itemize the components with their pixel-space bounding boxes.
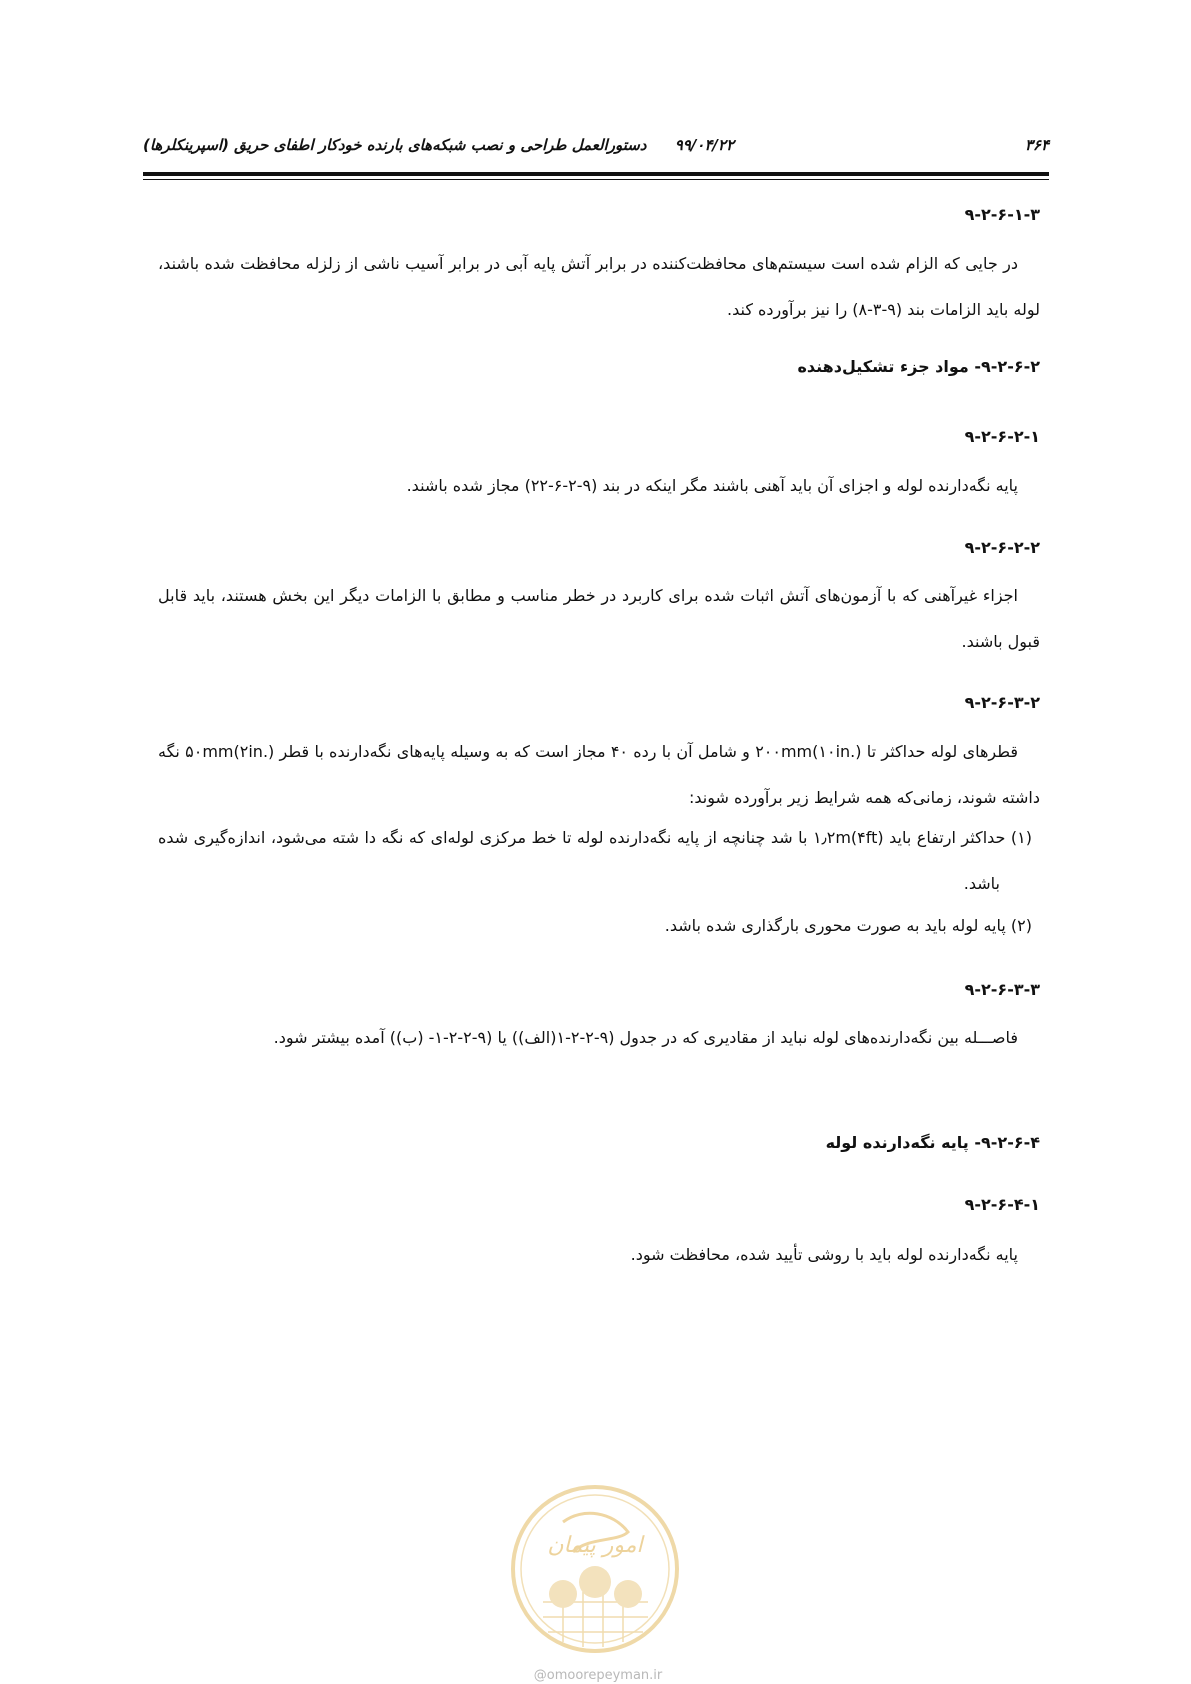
section-heading: ۹-۲-۶-۱-۳	[964, 205, 1040, 224]
paragraph	[158, 729, 1040, 821]
page-number: ۳۶۴	[1024, 136, 1049, 154]
section-heading: ۹-۲-۶-۲- مواد جزء تشکیل‌دهنده	[797, 357, 1040, 376]
paragraph	[158, 241, 1040, 333]
paragraph-text: فاصـــله بین نگه‌دارنده‌های لوله نباید از مقادیری که در جدول (۹-۲-۲-۱(الف)) یا (۹-۲-۲-۱- (ب)) آمده بیشتر شود.	[273, 1028, 1018, 1047]
header-rule-thick	[143, 172, 1049, 176]
section-heading: ۹-۲-۶-۲-۲	[964, 538, 1040, 557]
paragraph-text: پایه نگه‌دارنده لوله و اجزای آن باید آهنی باشند مگر اینکه در بند (۹-۲-۶-۲۲) مجاز شده باشند.	[406, 476, 1018, 495]
section-heading: ۹-۲-۶-۳-۳	[964, 980, 1040, 999]
section-heading: ۹-۲-۶-۴- پایه نگه‌دارنده لوله	[825, 1133, 1040, 1152]
paragraph-text: در جایی که الزام شده است سیستم‌های محافظت‌کننده در برابر آتش پایه آبی در برابر آسیب ناشی از زلزله محافظت شده باشند، لوله باید الزامات بند (۹-۳-۸) را نیز برآورده کند.	[158, 254, 1040, 319]
seal-text: امور پیمان	[547, 1533, 643, 1558]
header-rule-thin	[143, 179, 1049, 180]
section-heading: ۹-۲-۶-۲-۱	[964, 427, 1040, 446]
page-header	[143, 132, 1049, 162]
watermark-seal-icon	[508, 1482, 683, 1657]
section-heading: ۹-۲-۶-۳-۲	[964, 693, 1040, 712]
paragraph-text: پایه نگه‌دارنده لوله باید با روشی تأیید شده، محافظت شود.	[630, 1245, 1018, 1264]
list-item: (۲) پایه لوله باید به صورت محوری بارگذاری شده باشد.	[664, 916, 1032, 935]
paragraph	[158, 573, 1040, 665]
header-title: دستورالعمل طراحی و نصب شبکه‌های بارنده خودکار اطفای حریق (اسپرینکلرها)	[143, 136, 647, 154]
paragraph	[158, 463, 1040, 509]
paragraph	[158, 1015, 1040, 1061]
paragraph	[158, 1232, 1040, 1278]
watermark-url: @omoorepeyman.ir	[533, 1668, 663, 1683]
list-item: (۱) حداکثر ارتفاع باید ۱٫۲m(۴ft) با شد چنانچه از پایه نگه‌دارنده لوله تا خط مرکزی لوله‌ای که نگه دا شته می‌شود، اندازه‌گیری شده باشد.	[158, 828, 1033, 893]
section-heading: ۹-۲-۶-۴-۱	[964, 1195, 1040, 1214]
paragraph-text: قطرهای لوله حداکثر تا ۲۰۰mm(۱۰in.) و شامل آن با رده ۴۰ مجاز است که به وسیله پایه‌های نگه‌دارنده با قطر ۵۰mm(۲in.) نگه داشته شوند، زمانی‌که همه شرایط زیر برآورده شوند:	[158, 742, 1040, 807]
header-date: ۹۹/۰۴/۲۲	[674, 136, 734, 154]
paragraph-text: اجزاء غیرآهنی که با آزمون‌های آتش اثبات شده برای کاربرد در خطر مناسب و مطابق با الزامات دیگر این بخش هستند، باید قابل قبول باشند.	[158, 586, 1040, 651]
